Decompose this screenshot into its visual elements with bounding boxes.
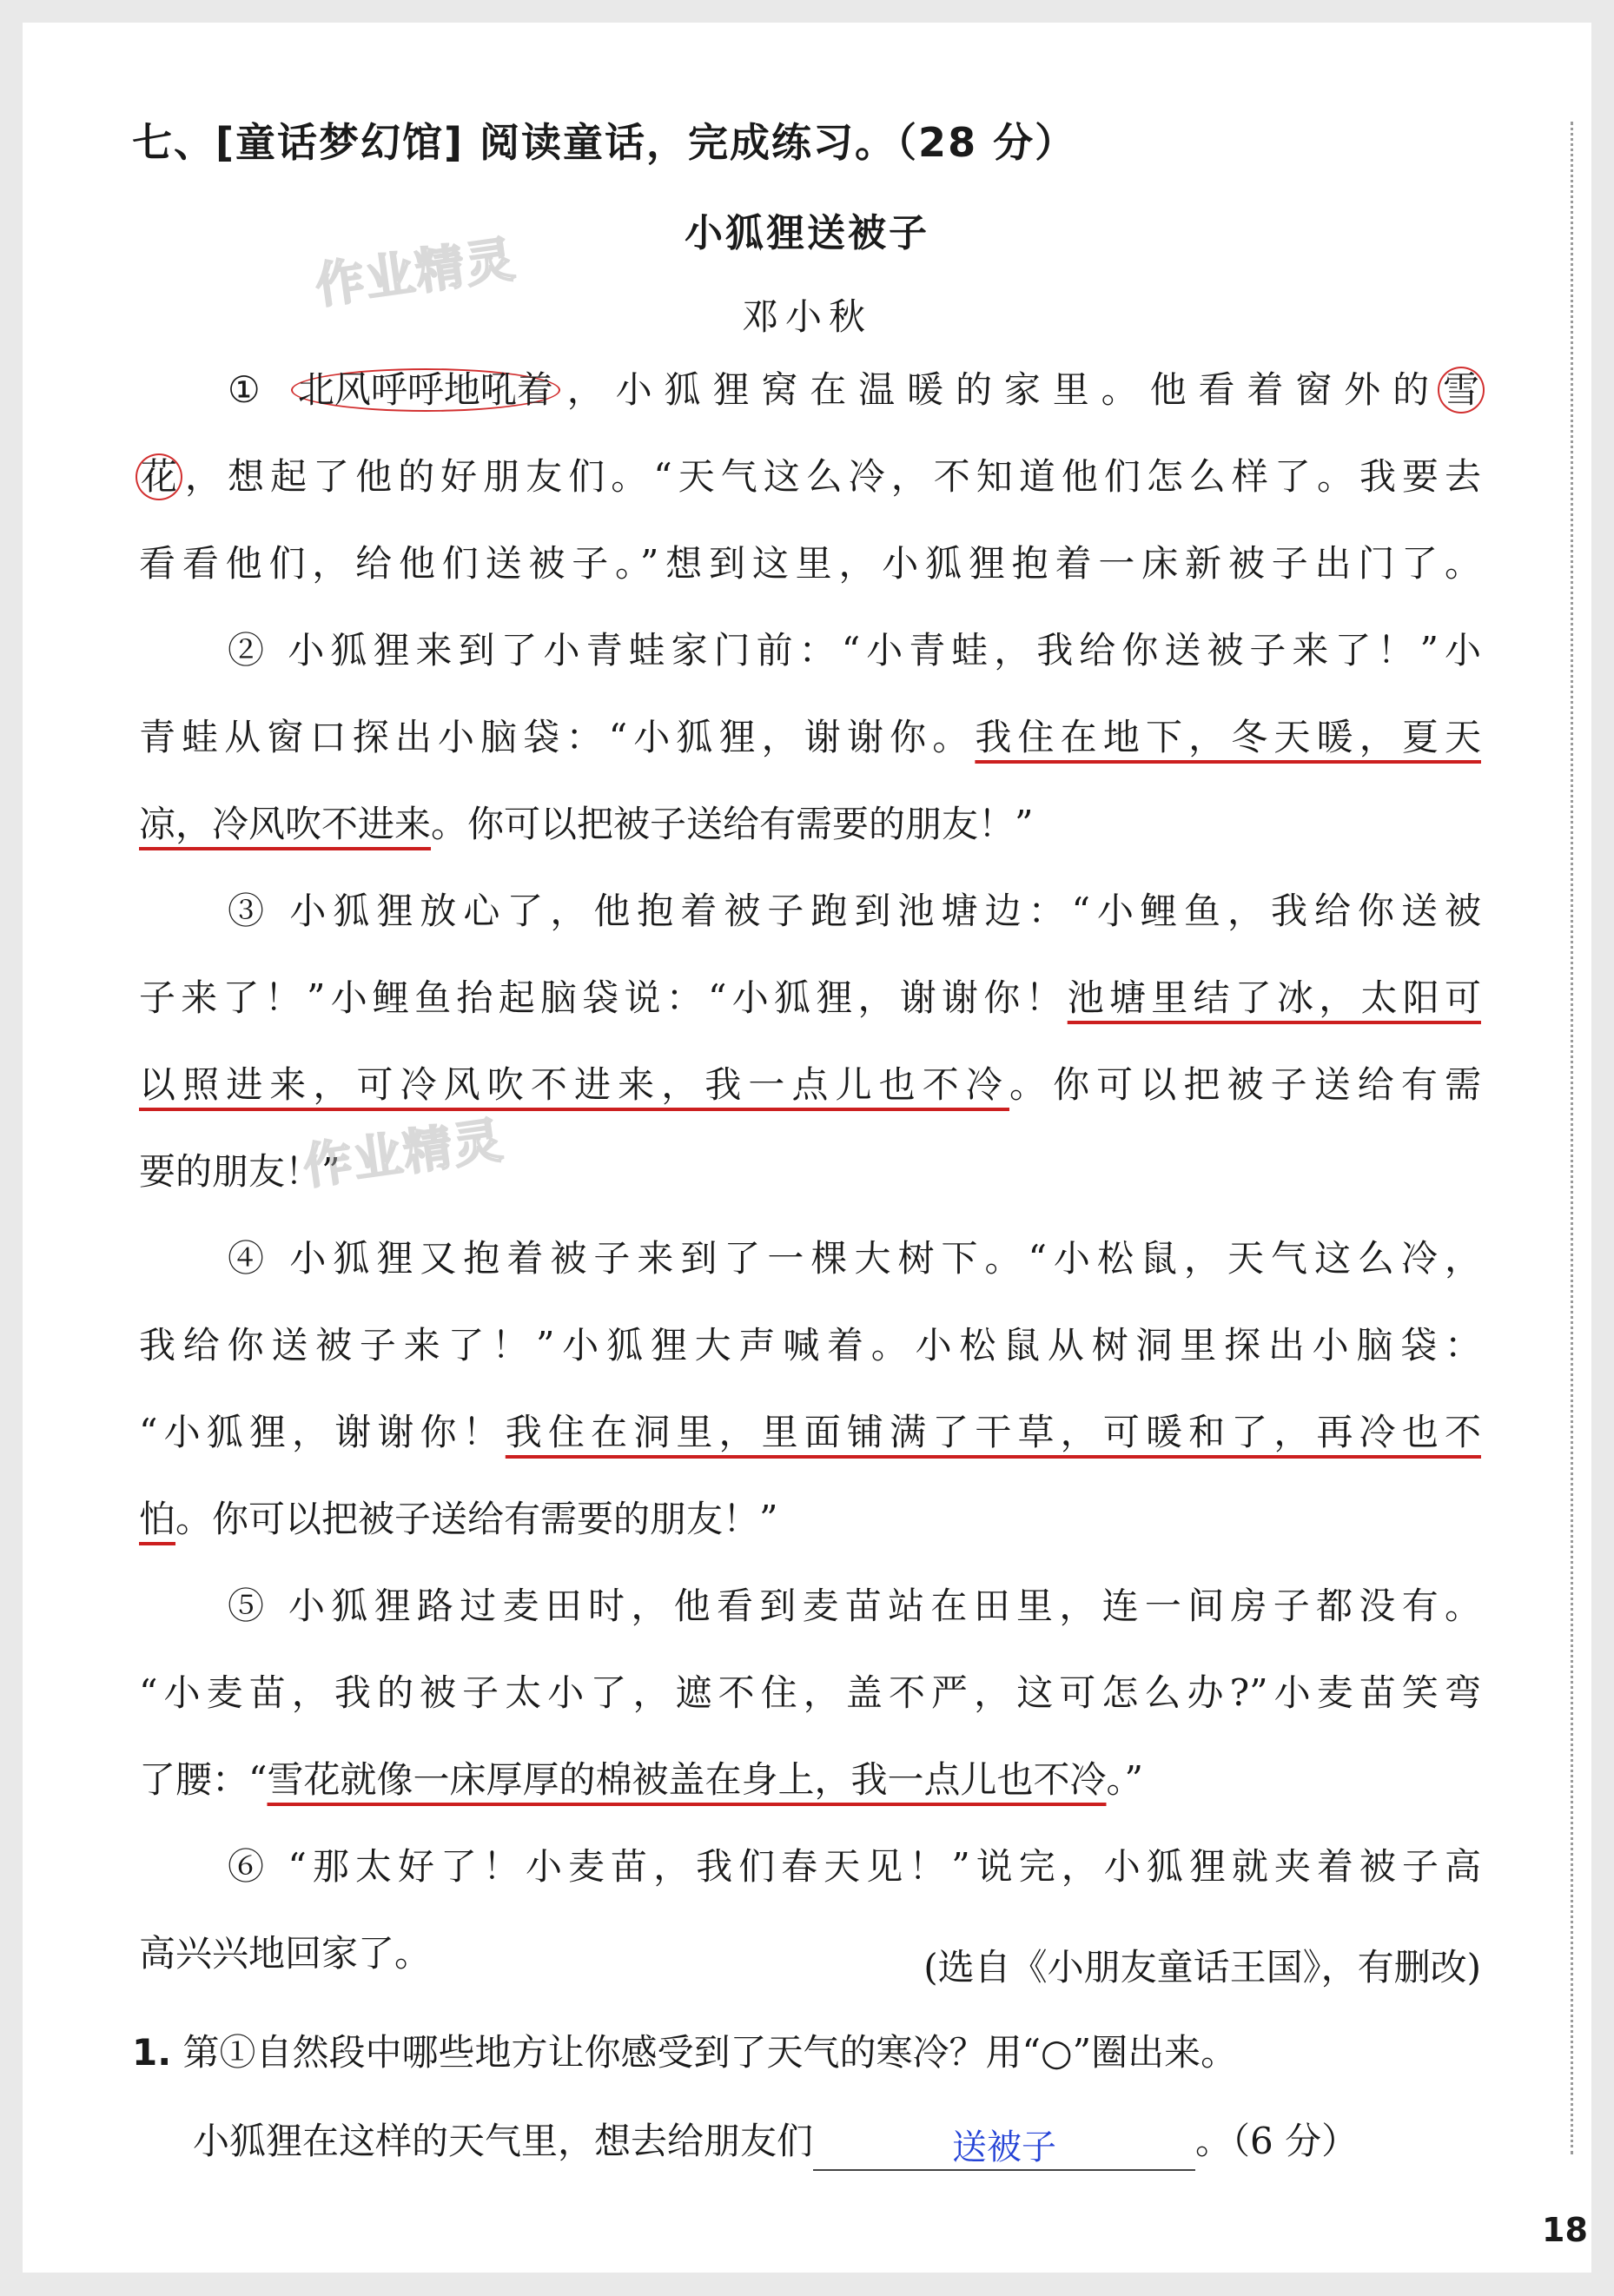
paragraph-5-line-1 — [228, 1585, 1481, 1627]
paragraph-marker: ④ — [228, 1237, 272, 1280]
paragraph-text: 。你可以把被子送给有需要的朋友！” — [431, 803, 1034, 845]
paragraph-marker: ② — [228, 629, 271, 672]
answer-blank[interactable]: 送被子 — [813, 2126, 1195, 2171]
paragraph-text: 小狐狸放心了，他抱着被子跑到池塘边：“小鲤鱼，我给你送被 — [289, 890, 1481, 932]
section-heading: 七、[童话梦幻馆] 阅读童话，完成练习。（28 分） — [132, 119, 1077, 166]
paragraph-text: 子来了！”小鲤鱼抬起脑袋说：“小狐狸，谢谢你！ — [139, 976, 1068, 1019]
paragraph-5-line-3 — [139, 1758, 1481, 1801]
question-number: 1. — [132, 2031, 172, 2074]
paragraph-text: “那太好了！小麦苗，我们春天见！”说完，小狐狸就夹着被子高 — [288, 1845, 1481, 1888]
paragraph-6-line-2: 高兴兴地回家了。 — [139, 1932, 432, 1975]
paragraph-text: 。” — [1106, 1758, 1143, 1801]
paragraph-6-line-1 — [228, 1845, 1481, 1888]
paragraph-text: 了腰：“ — [139, 1758, 268, 1801]
paragraph-4-line-2: 我给你送被子来了！”小狐狸大声喊着。小松鼠从树洞里探出小脑袋： — [139, 1324, 1481, 1366]
paragraph-text: 小狐狸来到了小青蛙家门前：“小青蛙，我给你送被子来了！”小 — [288, 629, 1481, 672]
paragraph-3-line-2 — [139, 976, 1481, 1019]
paragraph-4-line-3 — [139, 1411, 1481, 1453]
paragraph-marker: ⑥ — [228, 1845, 271, 1888]
page-edge-dotted-line — [1571, 122, 1573, 2154]
paragraph-1-line-2 — [139, 455, 1481, 498]
circled-phrase-north-wind: 北风呼呼地吼着 — [291, 368, 560, 412]
question-1 — [132, 2024, 1237, 2076]
underlined-answer: 池塘里结了冰，太阳可 — [1067, 976, 1481, 1019]
paragraph-text: 。你可以把被子送给有需要的朋友！” — [175, 1498, 778, 1540]
paragraph-1-line-3: 看看他们，给他们送被子。”想到这里，小狐狸抱着一床新被子出门了。 — [139, 542, 1481, 585]
watermark-logo: 作业精灵 — [312, 231, 520, 315]
paragraph-3-line-4: 要的朋友！” — [139, 1150, 341, 1193]
paragraph-text: 青蛙从窗口探出小脑袋：“小狐狸，谢谢你。 — [139, 716, 976, 758]
paragraph-text: 小狐狸又抱着被子来到了一棵大树下。“小松鼠，天气这么冷， — [289, 1237, 1481, 1280]
watermark-logo: 作业精灵 — [300, 1112, 508, 1196]
question-prompt: 第①自然段中哪些地方让你感受到了天气的寒冷？用“○”圈出来。 — [182, 2031, 1238, 2074]
paragraph-3-line-3 — [139, 1063, 1481, 1106]
underlined-answer: 雪花就像一床厚厚的棉被盖在身上，我一点儿也不冷 — [267, 1758, 1107, 1801]
circled-char-snow: 雪 — [1438, 367, 1485, 414]
paragraph-4-line-1 — [228, 1237, 1481, 1280]
paragraph-text: “小狐狸，谢谢你！ — [139, 1411, 506, 1453]
paragraph-2-line-1 — [228, 629, 1481, 672]
underlined-answer: 怕 — [139, 1498, 176, 1540]
page-number: 18 — [1542, 2211, 1588, 2249]
story-title: 小狐狸送被子 — [685, 211, 929, 255]
underlined-answer: 我住在地下，冬天暖，夏天 — [975, 716, 1481, 758]
fill-prefix: 小狐狸在这样的天气里，想去给朋友们 — [193, 2120, 814, 2162]
underlined-answer: 我住在洞里，里面铺满了干草，可暖和了，再冷也不 — [505, 1411, 1481, 1453]
paragraph-text: 小狐狸路过麦田时，他看到麦苗站在田里，连一间房子都没有。 — [288, 1585, 1481, 1627]
story-source: (选自《小朋友童话王国》，有删改) — [923, 1946, 1481, 1988]
circled-char-flower: 花 — [136, 453, 182, 500]
paragraph-text: ，想起了他的好朋友们。“天气这么冷，不知道他们怎么样了。我要去 — [179, 455, 1481, 498]
story-author: 邓小秋 — [741, 295, 872, 338]
paragraph-text: 。你可以把被子送给有需 — [1009, 1063, 1481, 1106]
paragraph-marker: ① — [228, 368, 273, 411]
question-1-fill-line — [193, 2113, 1358, 2171]
paragraph-marker: ⑤ — [228, 1585, 271, 1627]
paragraph-text: ，小狐狸窝在温暖的家里。他看着窗外的 — [554, 368, 1441, 411]
paragraph-marker: ③ — [228, 890, 272, 932]
paragraph-1-line-1 — [228, 368, 1481, 411]
fill-suffix: 。（6 分） — [1195, 2120, 1359, 2162]
paragraph-3-line-1 — [228, 890, 1481, 932]
paragraph-4-line-4 — [139, 1498, 1481, 1540]
underlined-answer: 以照进来，可冷风吹不进来，我一点儿也不冷 — [139, 1063, 1009, 1106]
underlined-answer: 凉，冷风吹不进来 — [139, 803, 432, 845]
paragraph-2-line-3 — [139, 803, 1481, 845]
paragraph-2-line-2 — [139, 716, 1481, 758]
paragraph-5-line-2: “小麦苗，我的被子太小了，遮不住，盖不严，这可怎么办?”小麦苗笑弯 — [139, 1671, 1481, 1714]
